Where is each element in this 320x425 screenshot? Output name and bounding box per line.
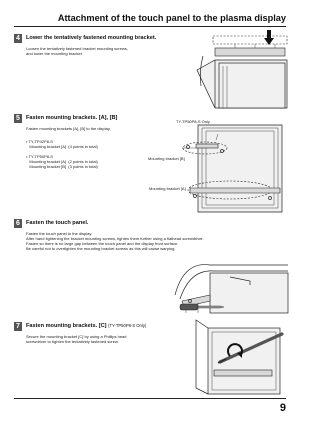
step-title: Fasten the touch panel. — [26, 220, 89, 226]
step-title-note: (TY-TP50P8-S Only) — [108, 323, 147, 328]
header-rule — [14, 26, 286, 27]
step-number: 6 — [14, 219, 22, 228]
footer-rule — [14, 398, 286, 399]
page-title: Attachment of the touch panel to the plasma display — [57, 13, 286, 23]
model-list: • TY-TP42P8-S Mounting bracket [A] (4 points in total) • TY-TP50P8-S Mounting bracket [A] (2 points in total) Mounting bracket [B] (3 points in total) — [26, 139, 98, 170]
brackets-illustration — [170, 120, 290, 215]
rotate-arrow-icon — [226, 342, 244, 360]
step-title-text: Fasten mounting brackets. [C] — [26, 323, 107, 329]
step-number: 4 — [14, 34, 22, 43]
step-number: 7 — [14, 322, 22, 331]
step-body: Secure the mounting bracket [C] by using a Phillips head screwdriver to tighten the tentatively fastened screw. — [26, 334, 127, 345]
figure-label-bracket-b: Mounting bracket [B] — [148, 156, 185, 161]
step-body: Fasten mounting brackets [A], [B] to the display. — [26, 126, 111, 131]
step-number: 5 — [14, 114, 22, 123]
step-title — [26, 323, 146, 329]
figure-label-bracket-a: Mounting bracket [A] — [149, 186, 186, 191]
screwdriver-icon — [180, 300, 230, 314]
page-number: 9 — [279, 402, 286, 414]
step-body: Loosen the tentatively fastened bracket mounting screws, and lower the mounting bracket. — [26, 46, 128, 57]
arrow-down-icon — [264, 30, 274, 46]
step-title: Lower the tentatively fastened mounting bracket. — [26, 35, 157, 41]
step-title: Fasten mounting brackets. [A], [B] — [26, 115, 118, 121]
step-body: Fasten the touch panel to the display. After hand tightening the bracket mounting screws, tighten them further using a flathead screwdriver. Fasten so there is no large gap between the touch panel and the display front surface. Be careful not to overtighten the mounting bracket screws as this will cause warping. — [26, 231, 204, 252]
lower-bracket-illustration — [195, 30, 290, 110]
figure-label-model-only: TY-TP50P8-S Only — [176, 119, 210, 124]
